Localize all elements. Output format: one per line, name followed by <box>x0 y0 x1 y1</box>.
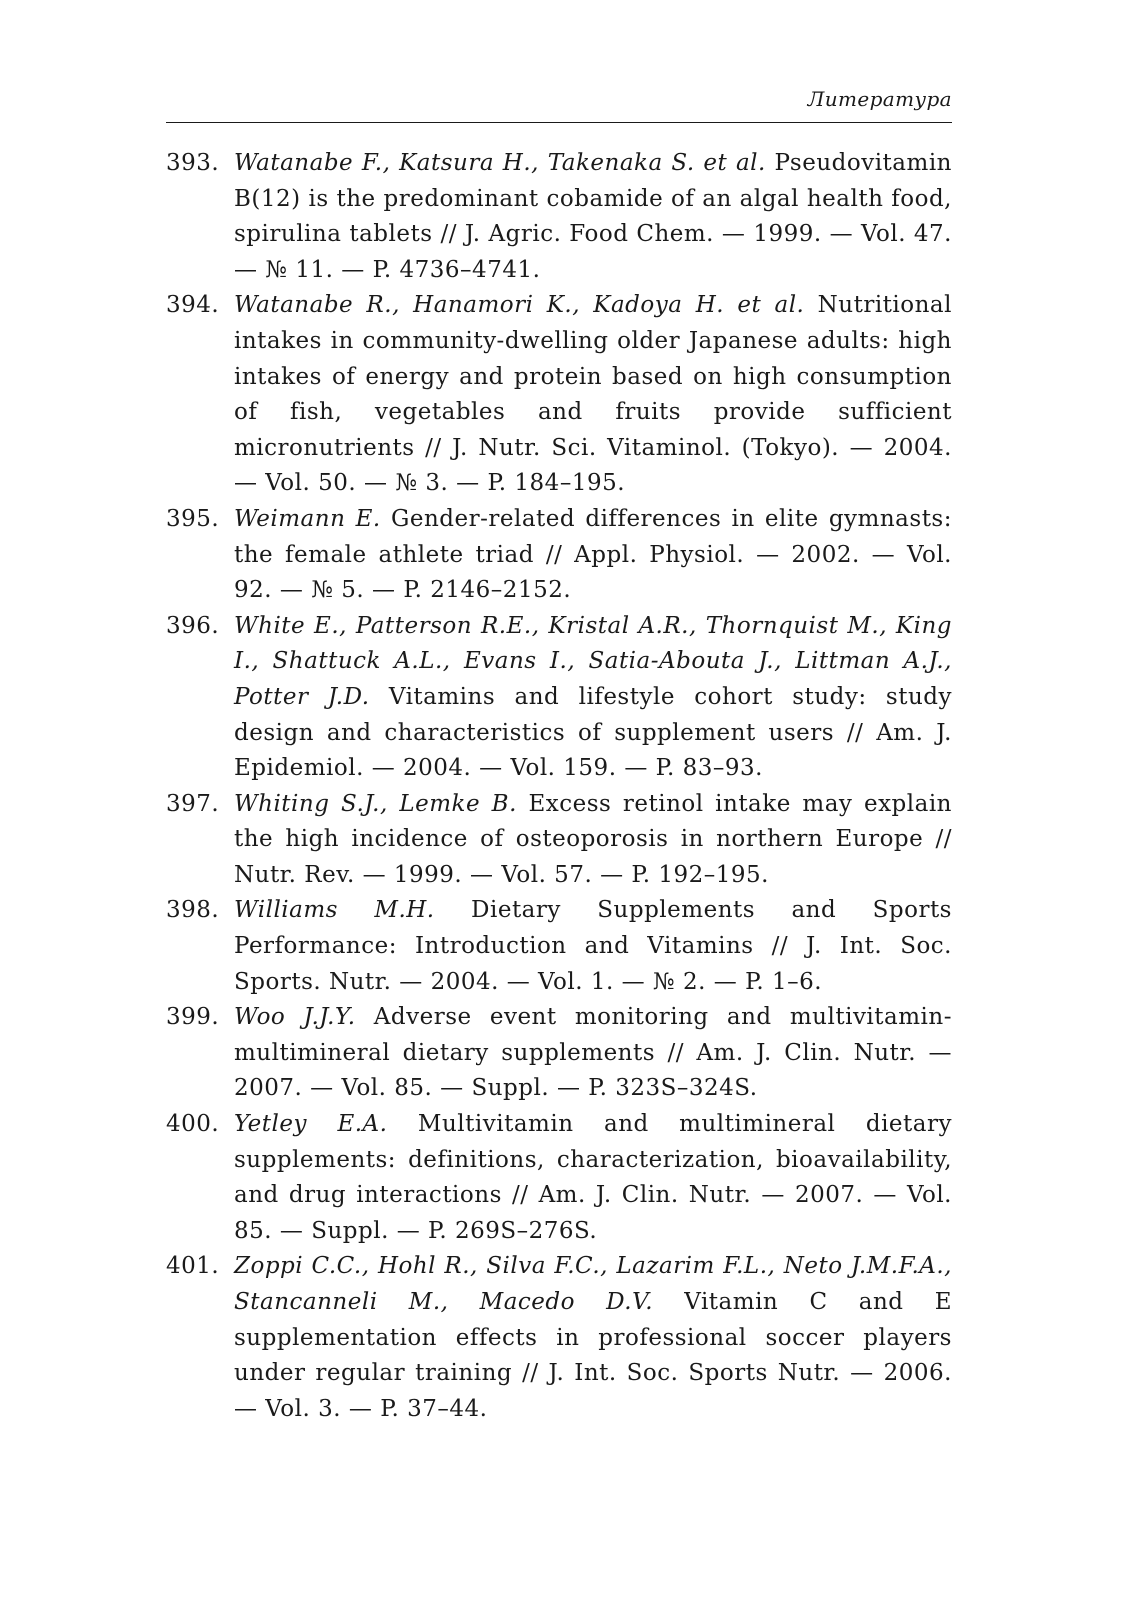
reference-authors: Zoppi C.C., Hohl R., Silva F.C., Lazarim F.L., Neto J.M.F.A., Stancanneli M., Macedo D.V. <box>234 1253 952 1315</box>
reference-authors: White E., Patterson R.E., Kristal A.R., Thornquist M., King I., Shattuck A.L., Evans I., Satia-Abouta J., Littman A.J., Potter J.D. <box>234 612 952 710</box>
reference-number: 394. <box>166 292 220 319</box>
reference-text: Gender-related differences in elite gymnasts: the female athlete triad // Appl. Physiol. — 2002. — Vol. 92. — № 5. — P. 2146–2152. <box>234 505 952 604</box>
reference-number: 399. <box>166 1004 220 1031</box>
running-header: Литература <box>807 87 952 111</box>
reference-entry <box>166 1000 952 1107</box>
reference-number: 401. <box>166 1253 220 1280</box>
reference-authors: Watanabe R., Hanamori K., Kadoya H. et al. <box>234 292 805 319</box>
reference-entry <box>166 609 952 787</box>
reference-authors: Yetley E.A. <box>234 1111 388 1138</box>
reference-text: Pseudovitamin B(12) is the predominant cobamide of an algal health food, spirulina tablets // J. Agric. Food Chem. — 1999. — Vol. 47. — № 11. — P. 4736–4741. <box>234 150 952 283</box>
reference-list <box>166 146 952 1427</box>
reference-entry <box>166 288 952 502</box>
reference-text: Dietary Supplements and Sports Performance: Introduction and Vitamins // J. Int. Soc. Sports. Nutr. — 2004. — Vol. 1. — № 2. — P. 1–6. <box>234 897 952 995</box>
reference-entry <box>166 893 952 1000</box>
reference-number: 393. <box>166 150 220 176</box>
reference-number: 397. <box>166 790 220 817</box>
reference-number: 396. <box>166 612 220 639</box>
reference-text: Excess retinol intake may explain the high incidence of osteoporosis in northern Europe // Nutr. Rev. — 1999. — Vol. 57. — P. 192–195. <box>234 790 952 888</box>
header-rule <box>166 122 952 123</box>
reference-authors: Whiting S.J., Lemke B. <box>234 790 517 817</box>
reference-number: 395. <box>166 505 220 532</box>
reference-entry <box>166 1249 952 1427</box>
reference-text: Multivitamin and multimineral dietary supplements: definitions, characterization, bioavailability, and drug interactions // Am. J. Clin. Nutr. — 2007. — Vol. 85. — Suppl. — P. 269S–276S. <box>234 1111 952 1244</box>
reference-authors: Weimann E. <box>234 505 381 532</box>
reference-entry <box>166 787 952 894</box>
reference-entry <box>166 502 952 609</box>
reference-entry <box>166 146 952 288</box>
reference-authors: Williams M.H. <box>234 897 435 924</box>
reference-number: 400. <box>166 1111 220 1138</box>
reference-entry <box>166 1107 952 1249</box>
reference-text: Vitamins and lifestyle cohort study: study design and characteristics of supplement users // Am. J. Epidemiol. — 2004. — Vol. 159. — P. 83–93. <box>234 683 952 782</box>
reference-text: Vitamin C and E supplementation effects in professional soccer players under regular training // J. Int. Soc. Sports Nutr. — 2006. — Vol. 3. — P. 37–44. <box>234 1289 952 1422</box>
reference-text: Nutritional intakes in community-dwelling older Japanese adults: high intakes of energy and protein based on high consumption of fish, vegetables and fruits provide sufficient micronutrients // J. Nutr. Sci. Vitaminol. (Tokyo). — 2004. — Vol. 50. — № 3. — P. 184–195. <box>234 292 953 497</box>
reference-authors: Watanabe F., Katsura H., Takenaka S. et al. <box>234 150 766 176</box>
reference-text: Adverse event monitoring and multivitamin-multimineral dietary supplements // Am. J. Clin. Nutr. — 2007. — Vol. 85. — Suppl. — P. 323S–324S. <box>234 1004 952 1102</box>
reference-number: 398. <box>166 897 220 924</box>
reference-authors: Woo J.J.Y. <box>234 1004 356 1031</box>
